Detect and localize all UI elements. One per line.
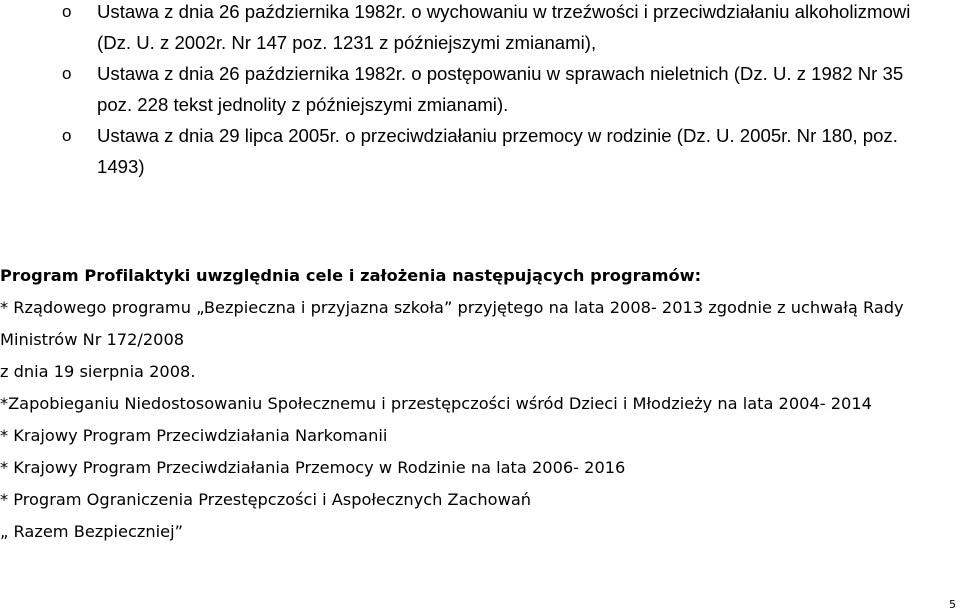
legal-act-line: poz. 228 tekst jednolity z późniejszymi zmianami).: [97, 94, 509, 115]
page-number: 5: [949, 598, 956, 611]
legal-act-line: Ustawa z dnia 26 października 1982r. o postępowaniu w sprawach nieletnich (Dz. U. z 1982 Nr 35: [97, 63, 904, 84]
legal-acts-list: [0, 0, 960, 182]
program-heading: Program Profilaktyki uwzględnia cele i założenia następujących programów:: [0, 266, 702, 285]
legal-act-line: Ustawa z dnia 26 października 1982r. o wychowaniu w trzeźwości i przeciwdziałaniu alkoholizmowi: [97, 1, 911, 22]
legal-act-line: (Dz. U. z 2002r. Nr 147 poz. 1231 z późniejszymi zmianami),: [97, 32, 597, 53]
program-line: * Krajowy Program Przeciwdziałania Narkomanii: [0, 426, 388, 445]
program-line: * Krajowy Program Przeciwdziałania Przemocy w Rodzinie na lata 2006- 2016: [0, 458, 626, 477]
program-line: * Program Ograniczenia Przestępczości i Aspołecznych Zachowań: [0, 490, 532, 509]
program-section: [0, 260, 960, 548]
program-line: *Zapobieganiu Niedostosowaniu Społecznemu i przestępczości wśród Dzieci i Młodzieży na lata 2004- 2014: [0, 394, 872, 413]
legal-act-line: 1493): [97, 156, 145, 177]
program-line: „ Razem Bezpieczniej”: [0, 522, 184, 541]
program-line: Ministrów Nr 172/2008: [0, 330, 185, 349]
program-line: z dnia 19 sierpnia 2008.: [0, 362, 196, 381]
legal-act-item: [0, 120, 960, 182]
program-line: * Rządowego programu „Bezpieczna i przyjazna szkoła” przyjętego na lata 2008- 2013 zgodnie z uchwałą Rady: [0, 298, 904, 317]
legal-act-line: Ustawa z dnia 29 lipca 2005r. o przeciwdziałaniu przemocy w rodzinie (Dz. U. 2005r. Nr 180, poz.: [97, 125, 898, 146]
legal-act-item: [0, 0, 960, 58]
list-bullet: o: [62, 2, 72, 21]
list-bullet: o: [62, 126, 72, 145]
legal-act-item: [0, 58, 960, 120]
list-bullet: o: [62, 64, 72, 83]
